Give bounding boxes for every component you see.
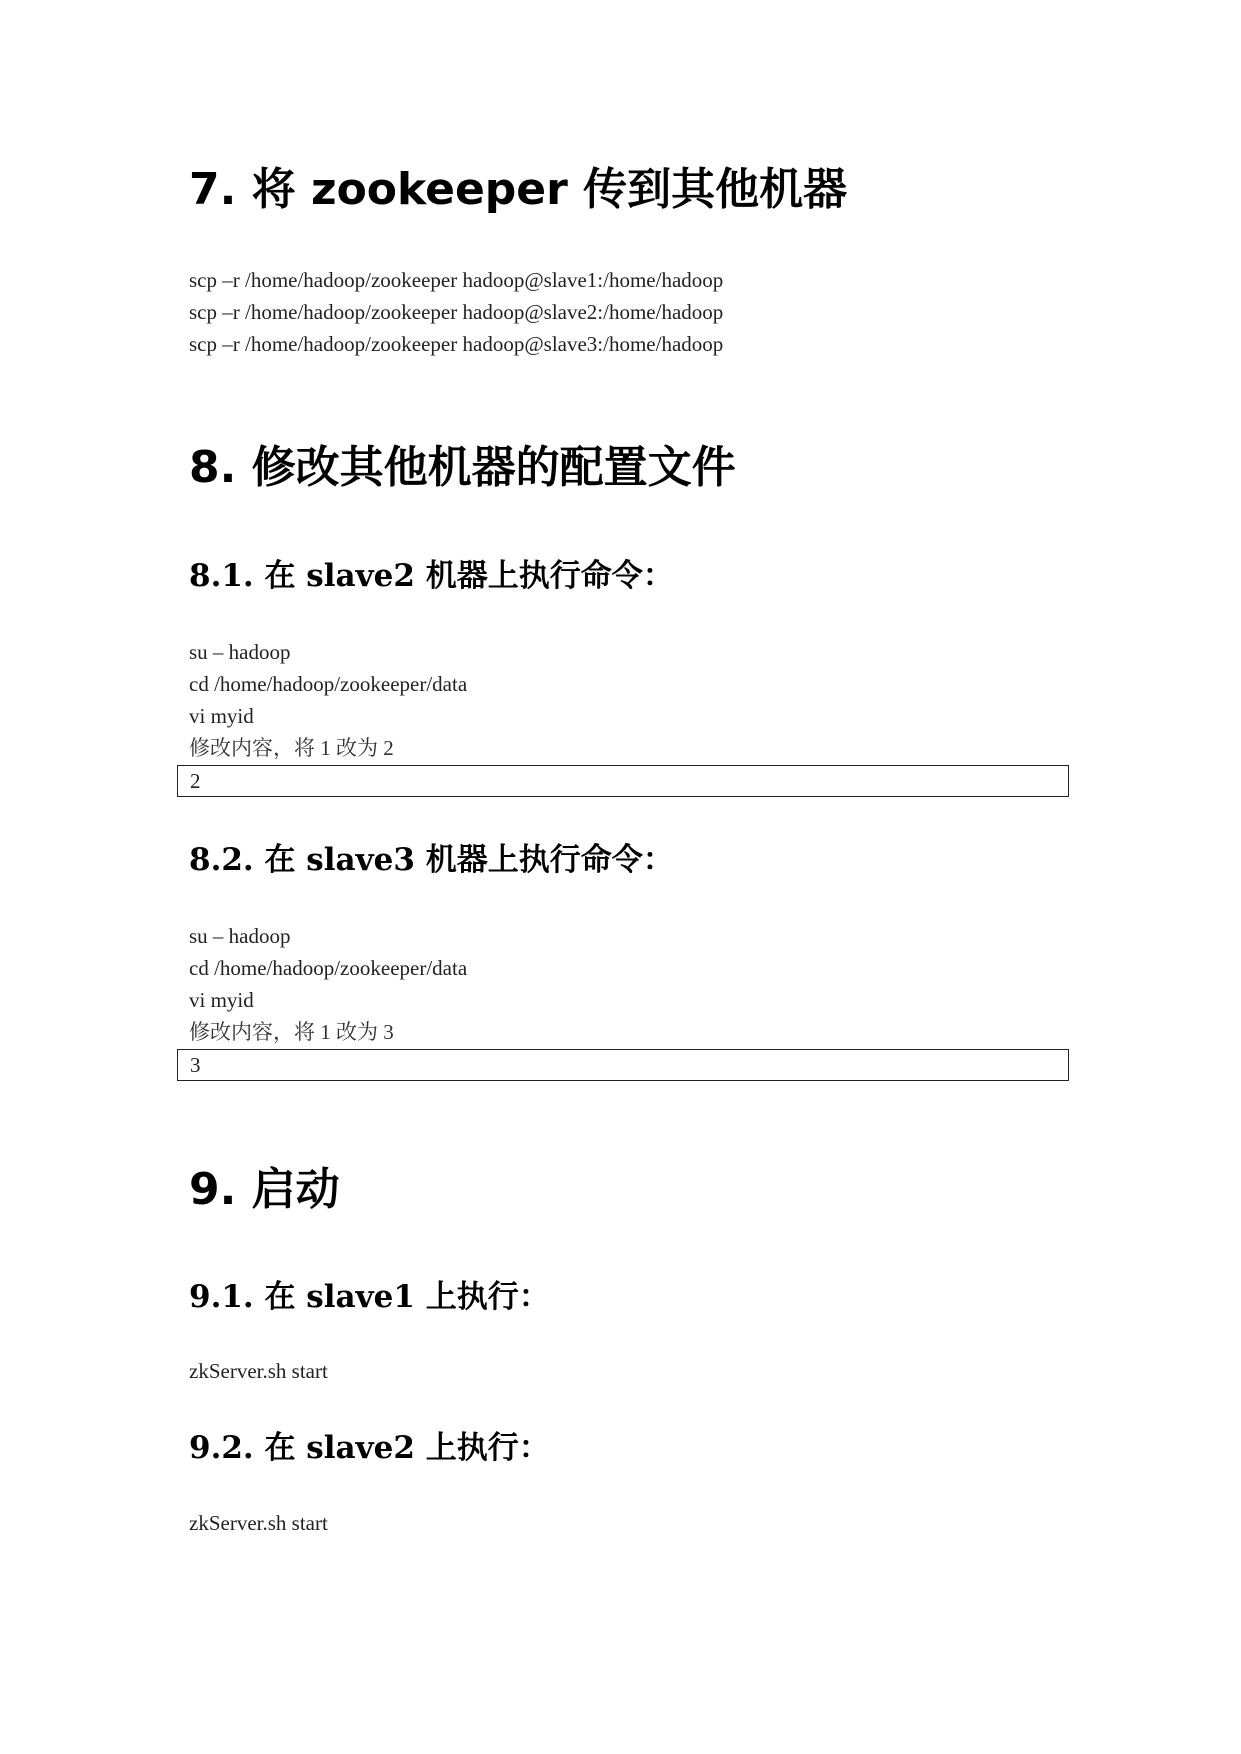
instruction-note: 修改内容，将 1 改为 3 [189,1020,394,1044]
scp-command-1: scp –r /home/hadoop/zookeeper hadoop@slave1:/home/hadoop [189,268,724,292]
section-8-1-heading: 8.1. 在 slave2 机器上执行命令： [189,558,674,594]
section-7-heading: 7. 将 zookeeper 传到其他机器 [189,164,848,215]
section-9-1-heading: 9.1. 在 slave1 上执行： [189,1279,550,1315]
command-line: su – hadoop [189,640,291,664]
scp-command-3: scp –r /home/hadoop/zookeeper hadoop@slave3:/home/hadoop [189,332,724,356]
myid-value: 3 [190,1053,201,1077]
command-line: zkServer.sh start [189,1511,328,1535]
section-9-2-heading: 9.2. 在 slave2 上执行： [189,1430,550,1466]
command-line: su – hadoop [189,924,291,948]
command-line: cd /home/hadoop/zookeeper/data [189,672,468,696]
myid-value: 2 [190,769,201,793]
scp-command-2: scp –r /home/hadoop/zookeeper hadoop@slave2:/home/hadoop [189,300,724,324]
section-8-2-heading: 8.2. 在 slave3 机器上执行命令： [189,842,674,878]
command-line: zkServer.sh start [189,1359,328,1383]
myid-content-box [177,765,1069,797]
section-9-heading: 9. 启动 [189,1164,340,1215]
command-line: cd /home/hadoop/zookeeper/data [189,956,468,980]
myid-content-box [177,1049,1069,1081]
command-line: vi myid [189,988,254,1012]
command-line: vi myid [189,704,254,728]
section-8-heading: 8. 修改其他机器的配置文件 [189,442,736,493]
instruction-note: 修改内容，将 1 改为 2 [189,736,394,760]
